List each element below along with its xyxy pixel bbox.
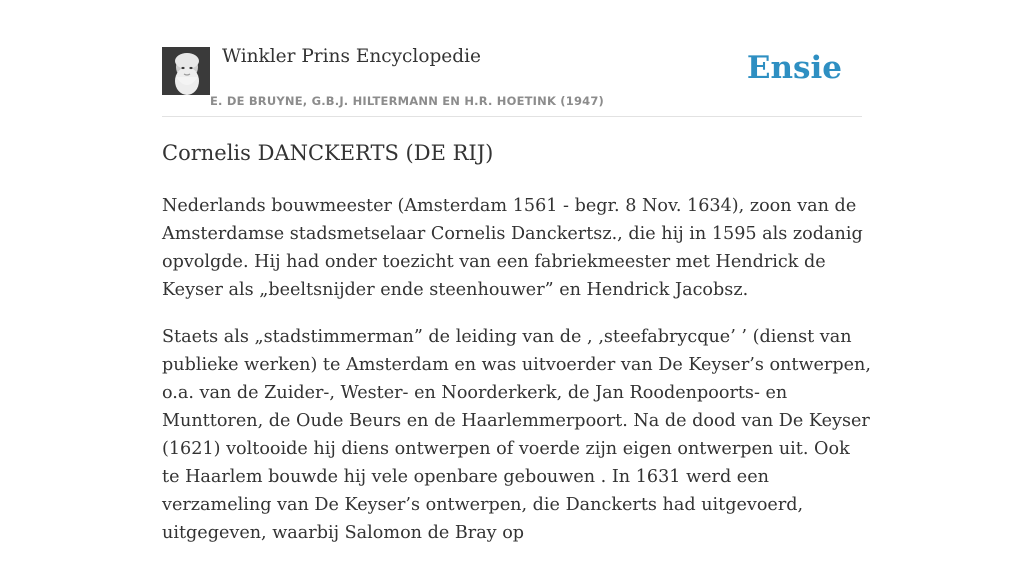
site-header [162,44,862,117]
paragraph: Staets als „stadstimmerman” de leiding van de , ‚steefabrycque’ ’ (dienst van publieke werken) te Amsterdam en was uitvoerder van De Keyser’s ontwerpen, o.a. van de Zuider-, Wester- en Noorderkerk, de Jan Roodenpoorts- en Munttoren, de Oude Beurs en de Haarlemmerpoort. Na de dood van De Keyser (1621) voltooide hij diens ontwerpen of voerde zijn eigen ontwerpen uit. Ook te Haarlem bouwde hij vele openbare gebouwen . In 1631 werd een verzameling van De Keyser’s ontwerpen, die Danckerts had uitgevoerd, uitgegeven, waarbij Salomon de Bray op [162,327,871,543]
author-avatar [162,47,210,95]
entry-body [162,192,872,566]
site-authors: E. DE BRUYNE, G.B.J. HILTERMANN EN H.R. HOETINK (1947) [210,94,605,108]
site-title: Winkler Prins Encyclopedie [222,46,481,67]
paragraph: Nederlands bouwmeester (Amsterdam 1561 - begr. 8 Nov. 1634), zoon van de Amsterdamse stadsmetselaar Cornelis Danckertsz., die hij in 1595 als zodanig opvolgde. Hij had onder toezicht van een fabriekmeester met Hendrick de Keyser als „beeltsnijder ende steenhouwer” en Hendrick Jacobsz. [162,196,863,300]
ensie-logo-link[interactable]: Ensie [746,50,842,86]
entry-title: Cornelis DANCKERTS (DE RIJ) [162,141,494,165]
bearded-man-portrait-icon [162,47,210,95]
